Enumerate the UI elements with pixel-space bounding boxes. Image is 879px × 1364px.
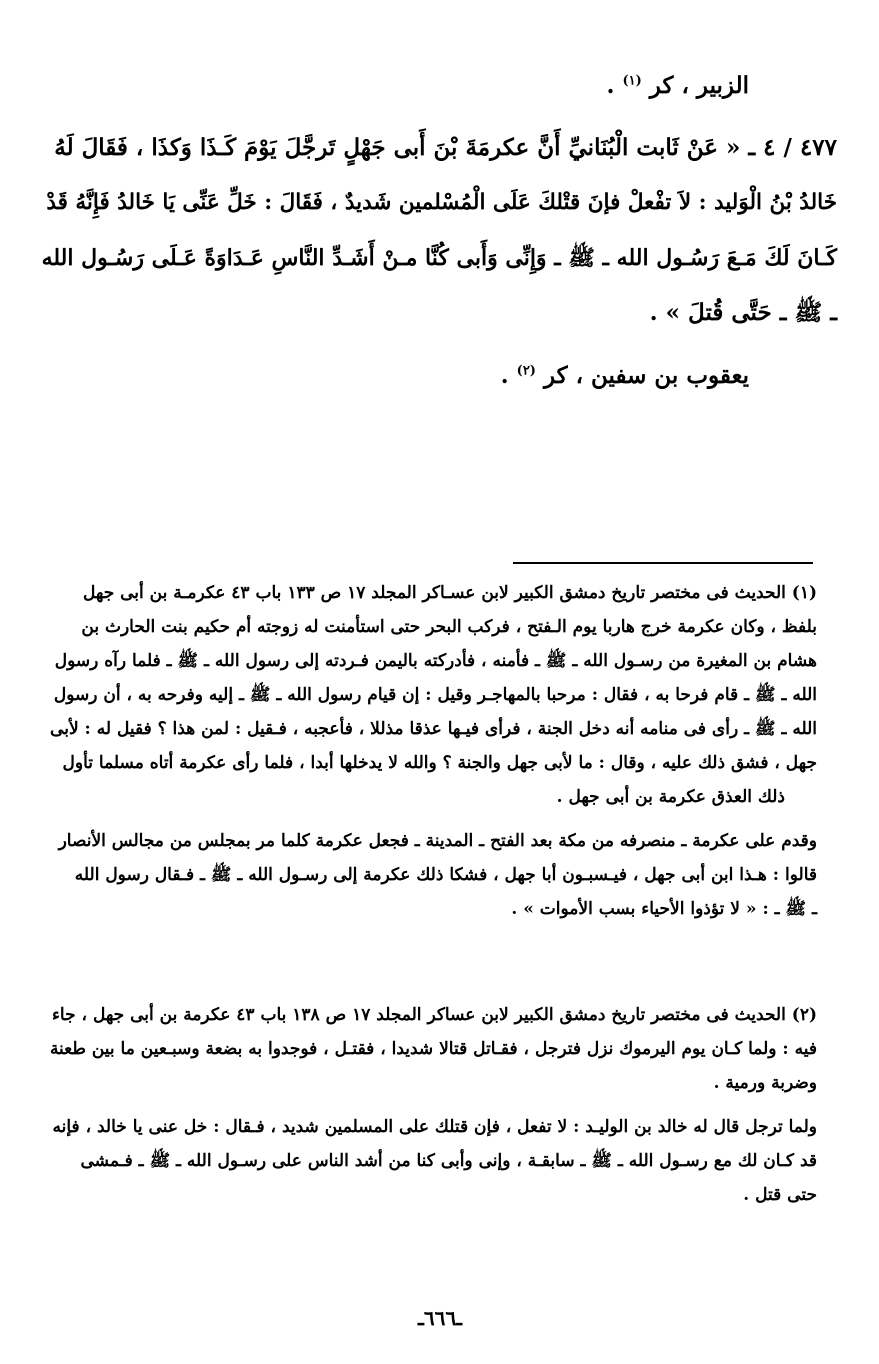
footnote-ref-1: (١): [622, 73, 642, 89]
footnote-line: ـ ﷺ ـ : « لا تؤذوا الأحياء بسب الأموات » .: [511, 899, 817, 919]
footnote-line: (١) الحديث فى مختصر تاريخ دمشق الكبير لابن عسـاكر المجلد ١٧ ص ١٣٣ باب ٤٣ عكرمـة بن أبى جهل: [82, 583, 817, 603]
hadith-line: خَالدُ بْنُ الْوَليد : لاَ تفْعلْ فإنَ قتْلكَ عَلَى الْمُسْلمين شَديدٌ ، فَقَالَ : خَلِّ عَنِّى يَا خَالدُ فَإِنَّهُ قَدْ: [46, 190, 837, 215]
main-p1-end: .: [606, 72, 615, 99]
page-number: ـ٦٦٦ـ: [418, 1306, 462, 1330]
main-p3-text: يعقوب بن سفين ، كر: [543, 362, 749, 389]
footnote-2: [42, 1000, 817, 1214]
footnote-line: حتى قتل .: [743, 1185, 817, 1205]
main-paragraph-3: [501, 362, 749, 389]
footnote-ref-2: (٢): [516, 363, 536, 379]
hadith-line: كَـانَ لَكَ مَـعَ رَسُـول الله ـ ﷺ ـ وَإِنِّى وَأَبى كُنَّا مـنْ أَشَـدِّ النَّاسِ عَـدَاوَةً عَـلَى رَسُـول الله: [41, 245, 837, 271]
footnote-line: فيه : ولما كـان يوم اليرموك نزل فترجل ، فقـاتل قتالا شديدا ، فقتـل ، فوجدوا به بضعة وسبـعين ما بين طعنة: [49, 1039, 817, 1059]
footnote-line: جهل ، فشق ذلك عليه ، وقال : ما لأبى جهل والجنة ؟ والله لا يدخلها أبدا ، فلما رأى عكرمة أتاه مسلما تأول: [62, 753, 817, 773]
footnote-1: [42, 578, 817, 928]
hadith-block: [37, 128, 837, 348]
main-paragraph-1: [606, 72, 749, 99]
footnote-line: بلفظ ، وكان عكرمة خرج هاربا يوم الـفتح ، فركب البحر حتى استأمنت له زوجته أم حكيم بنت الحارث بن: [81, 617, 817, 637]
footnote-line: الله ـ ﷺ ـ قام فرحا به ، فقال : مرحبا بالمهاجـر وقيل : إن قيام رسول الله ـ ﷺ ـ إليه وفرحه به ، أن رسول: [53, 685, 817, 705]
main-p1-text: الزبير ، كر: [649, 72, 749, 99]
footnote-line: وقدم على عكرمة ـ منصرفه من مكة بعد الفتح ـ المدينة ـ فجعل عكرمة كلما مر بمجلس من مجالس الأنصار: [58, 831, 817, 851]
footnote-separator: [513, 562, 813, 564]
main-p3-end: .: [500, 362, 509, 389]
footnote-line: (٢) الحديث فى مختصر تاريخ دمشق الكبير لابن عساكر المجلد ١٧ ص ١٣٨ باب ٤٣ عكرمة بن أبى جهل ، جاء: [51, 1005, 817, 1025]
footnote-line: هشام بن المغيرة من رسـول الله ـ ﷺ ـ فأمنه ، فأدركته باليمن فـردته إلى رسول الله ـ ﷺ ـ فلما رآه رسول: [54, 651, 817, 671]
footnote-line: ولما ترجل قال له خالد بن الوليـد : لا تفعل ، فإن قتلك على المسلمين شديد ، فـقال : خل عنى يا خالد ، فإنه: [52, 1117, 817, 1137]
footnote-line: قد كـان لك مع رسـول الله ـ ﷺ ـ سابقـة ، وإنى وأبى كنا من أشد الناس على رسـول الله ـ ﷺ ـ فـمشى: [80, 1151, 817, 1171]
hadith-line: ٤٧٧ / ٤ ـ « عَنْ ثَابت الْبُنَانيِّ أَنَّ عكرمَةَ بْنَ أَبى جَهْلٍ تَرجَّلَ يَوْمَ كَـذَا وَكذَا ، فَقَالَ لَهُ: [54, 134, 837, 161]
hadith-line: ـ ﷺ ـ حَتَّى قُتلَ » .: [649, 299, 837, 326]
footnote-line: ذلك العذق عكرمة بن أبى جهل .: [556, 787, 785, 807]
footnote-line: وضربة ورمية .: [713, 1073, 817, 1093]
footnote-line: قالوا : هـذا ابن أبى جهل ، فيـسبـون أبا جهل ، فشكا ذلك عكرمة إلى رسـول الله ـ ﷺ ـ فـقال رسول الله: [74, 865, 817, 885]
footnote-line: الله ـ ﷺ ـ رأى فى منامه أنه دخل الجنة ، فرأى فيـها عذقا مذللا ، فأعجبه ، فـقيل : لمن هذا ؟ فقيل له : لأبى: [50, 719, 817, 739]
